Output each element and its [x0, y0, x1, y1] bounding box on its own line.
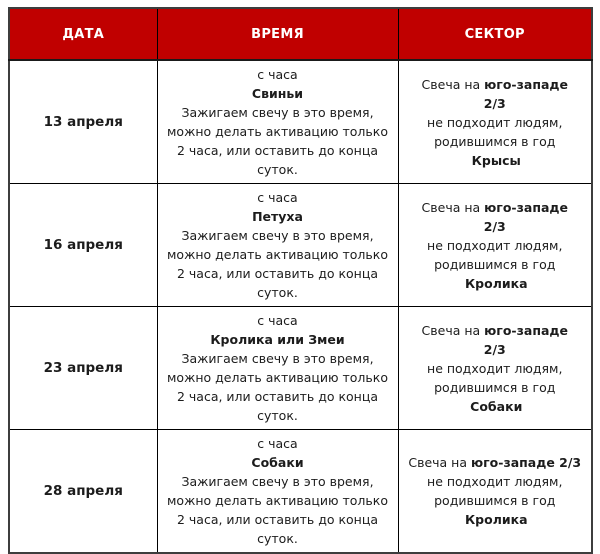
time-note: Зажигаем свечу в это время, можно делать активацию только 2 часа, или оставить до конца суток. — [167, 228, 388, 300]
table-row — [9, 430, 592, 554]
header-cell-time: ВРЕМЯ — [157, 8, 398, 60]
date-cell — [9, 307, 157, 430]
time-note: Зажигаем свечу в это время, можно делать активацию только 2 часа, или оставить до конца суток. — [167, 474, 388, 546]
time-animal: Собаки — [251, 455, 304, 470]
time-note: Зажигаем свечу в это время, можно делать активацию только 2 часа, или оставить до конца суток. — [167, 105, 388, 177]
date-text: 16 апреля — [43, 237, 123, 253]
time-note: Зажигаем свечу в это время, можно делать активацию только 2 часа, или оставить до конца суток. — [167, 351, 388, 423]
sector-note: не подходит людям, — [427, 360, 563, 376]
table-row — [9, 307, 592, 430]
sector-cell — [398, 307, 592, 430]
date-cell — [9, 60, 157, 184]
sector-direction-line: Свеча на юго-западе — [421, 199, 568, 215]
sector-fraction: 2/3 — [483, 95, 506, 111]
time-prefix: с часа — [257, 67, 298, 82]
sector-year-line: родившимся в год Собаки — [434, 379, 556, 414]
sector-fraction: 2/3 — [483, 341, 506, 357]
date-text: 23 апреля — [43, 360, 123, 376]
table-row — [9, 184, 592, 307]
time-animal: Петуха — [252, 209, 303, 224]
date-cell — [9, 430, 157, 554]
sector-note: не подходит людям, — [427, 474, 563, 489]
sector-fraction: 2/3 — [483, 218, 506, 234]
time-animal: Кролика или Змеи — [210, 332, 345, 347]
date-text: 28 апреля — [43, 483, 123, 499]
time-prefix: с часа — [257, 190, 298, 205]
date-text: 13 апреля — [43, 114, 123, 130]
activation-schedule-table — [8, 7, 593, 554]
time-prefix: с часа — [257, 436, 298, 451]
header-cell-date: ДАТА — [9, 8, 157, 60]
time-cell — [157, 60, 398, 184]
sector-cell — [398, 184, 592, 307]
time-animal: Свиньи — [251, 86, 304, 101]
time-cell — [157, 184, 398, 307]
sector-note: не подходит людям, — [427, 237, 563, 253]
date-cell — [9, 184, 157, 307]
sector-cell — [398, 430, 592, 554]
table-row — [9, 60, 592, 184]
header-row — [9, 8, 592, 60]
time-cell — [157, 430, 398, 554]
sector-year-line: родившимся в год Кролика — [434, 256, 556, 291]
header-cell-sector: СЕКТОР — [398, 8, 592, 60]
sector-year-line: родившимся в год Крысы — [434, 133, 556, 168]
sector-direction-line: Свеча на юго-западе — [421, 322, 568, 338]
time-prefix: с часа — [257, 313, 298, 328]
sector-cell — [398, 60, 592, 184]
sector-note: не подходит людям, — [427, 114, 563, 130]
sector-direction-line: Свеча на юго-западе 2/3 — [408, 455, 582, 470]
sector-year-line: родившимся в год Кролика — [434, 493, 556, 527]
sector-direction-line: Свеча на юго-западе — [421, 76, 568, 92]
time-cell — [157, 307, 398, 430]
